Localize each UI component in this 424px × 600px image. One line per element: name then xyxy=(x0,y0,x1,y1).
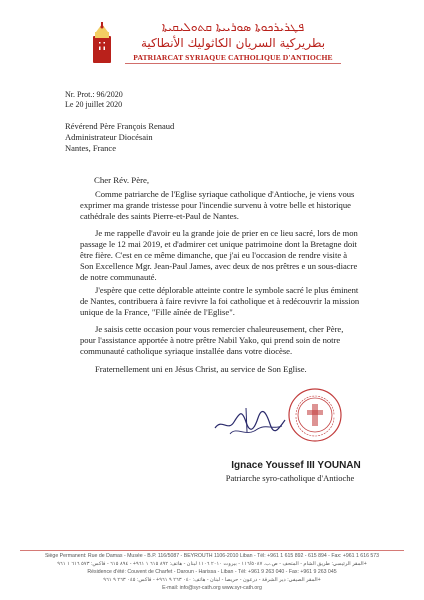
body-paragraph xyxy=(80,364,360,375)
paragraph-text: J'espère que cette déplorable atteinte contre le symbole sacré le plus éminent de Nantes, contribuera à faire revivre la foi catholique et à redécouvrir la mission unique de la France, "Fille aînée de l'Eglise". xyxy=(80,285,360,317)
body-paragraph xyxy=(80,324,360,357)
salutation: Cher Rév. Père, xyxy=(94,175,150,185)
body-paragraph xyxy=(80,189,360,222)
paragraph-text: Fraternellement uni en Jésus Christ, au service de Son Eglise. xyxy=(95,364,307,374)
signatory-name: Ignace Youssef III YOUNAN xyxy=(231,460,361,471)
handwritten-signature-icon xyxy=(212,400,288,440)
footer-summer-address-fr: Résidence d'été: Couvent de Charfet - Daroun - Harissa - Liban - Tél: +961 9 263 040 - Fax: +961 9 263 045 xyxy=(87,569,337,575)
paragraph-text: Je me rappelle d'avoir eu la grande joie de prier en ce lieu sacré, lors de mon passage le 12 mai 2019, et d'admirer cet unique patrimoine dont la Bretagne doit être fière. C'est en ce même dimanche, que j'ai eu l'occasion de rendre visite à Son Excellence Mgr. Jean-Paul James, avec deux de nos prêtres e un sous-diacre de notre communauté. xyxy=(80,228,358,282)
arabic-header-line: بطريركية السريان الكاثوليك الأنطاكية xyxy=(140,36,326,50)
recipient-block xyxy=(65,121,174,154)
patriarchal-emblem-icon xyxy=(92,22,112,64)
body-paragraph xyxy=(80,228,360,283)
footer-divider xyxy=(20,550,404,551)
paragraph-text: Je saisis cette occasion pour vous remercier chaleureusement, cher Père, pour l'assistance apportée à notre prêtre Nabil Yako, qui prend soin de notre communauté catholique syriaque installée dans votre diocèse. xyxy=(80,324,344,356)
body-paragraph xyxy=(80,285,360,318)
footer-summer-address-ar: المقر الصيفي: دير الشرفة - درعون - حريصا - لبنان - هاتف: ٠٤٠ ٢٦٣ ٩ ٩٦١+ - فاكس: ٠٤٥ ٢٦٣ ٩ ٩٦١+ xyxy=(103,577,321,583)
letter-meta xyxy=(65,90,123,110)
header-divider xyxy=(125,63,341,64)
footer-address-ar: المقر الرئيسي: طريق الشام - المتحف - ص.ب. ١١٦/٥٠٨٧ - بيروت ٢٠١٠ ١١٠٦ لبنان - هاتف: ٨٩٢ ٦١٥ ١ ٩٦١+ - ٨٩٤ ٦١٥ - فاكس: ٥٧٣ ٦١٦ ١ ٩٦١+ xyxy=(57,561,367,567)
letter-date: Le 20 juillet 2020 xyxy=(65,100,123,109)
recipient-title: Administrateur Diocésain xyxy=(65,132,153,142)
footer-address-fr: Siège Permanent: Rue de Damas - Musée - B.P. 116/5087 - BEYROUTH 1106-2010 Liban - Tél: +961 1 615 892 - 615 894 - Fax: +961 1 616 573 xyxy=(44,553,380,559)
paragraph-text: Comme patriarche de l'Eglise syriaque catholique d'Antioche, je viens vous exprimer ma grande tristesse pour l'incendie survenu à votre belle et historique cathédrale des saints Pierre-et-Paul de Nantes. xyxy=(80,189,355,221)
protocol-number: Nr. Prot.: 96/2020 xyxy=(65,90,123,99)
signatory-title: Patriarche syro-catholique d'Antioche xyxy=(225,473,355,483)
letterhead-title: PATRIARCAT SYRIAQUE CATHOLIQUE D'ANTIOCHE xyxy=(133,53,333,62)
recipient-location: Nantes, France xyxy=(65,143,116,153)
letterhead xyxy=(0,0,424,82)
recipient-name: Révérend Père François Renaud xyxy=(65,121,175,131)
syriac-header-line: ܦܛܪܝܪܟܘܬܐ ܣܘܪܝܝܬܐ ܩܬܘܠܝܩܝܬܐ xyxy=(161,20,305,34)
footer-contact: E-mail: info@syr-cath.org www.syr-cath.org xyxy=(162,585,262,591)
official-seal-stamp-icon xyxy=(287,387,343,443)
